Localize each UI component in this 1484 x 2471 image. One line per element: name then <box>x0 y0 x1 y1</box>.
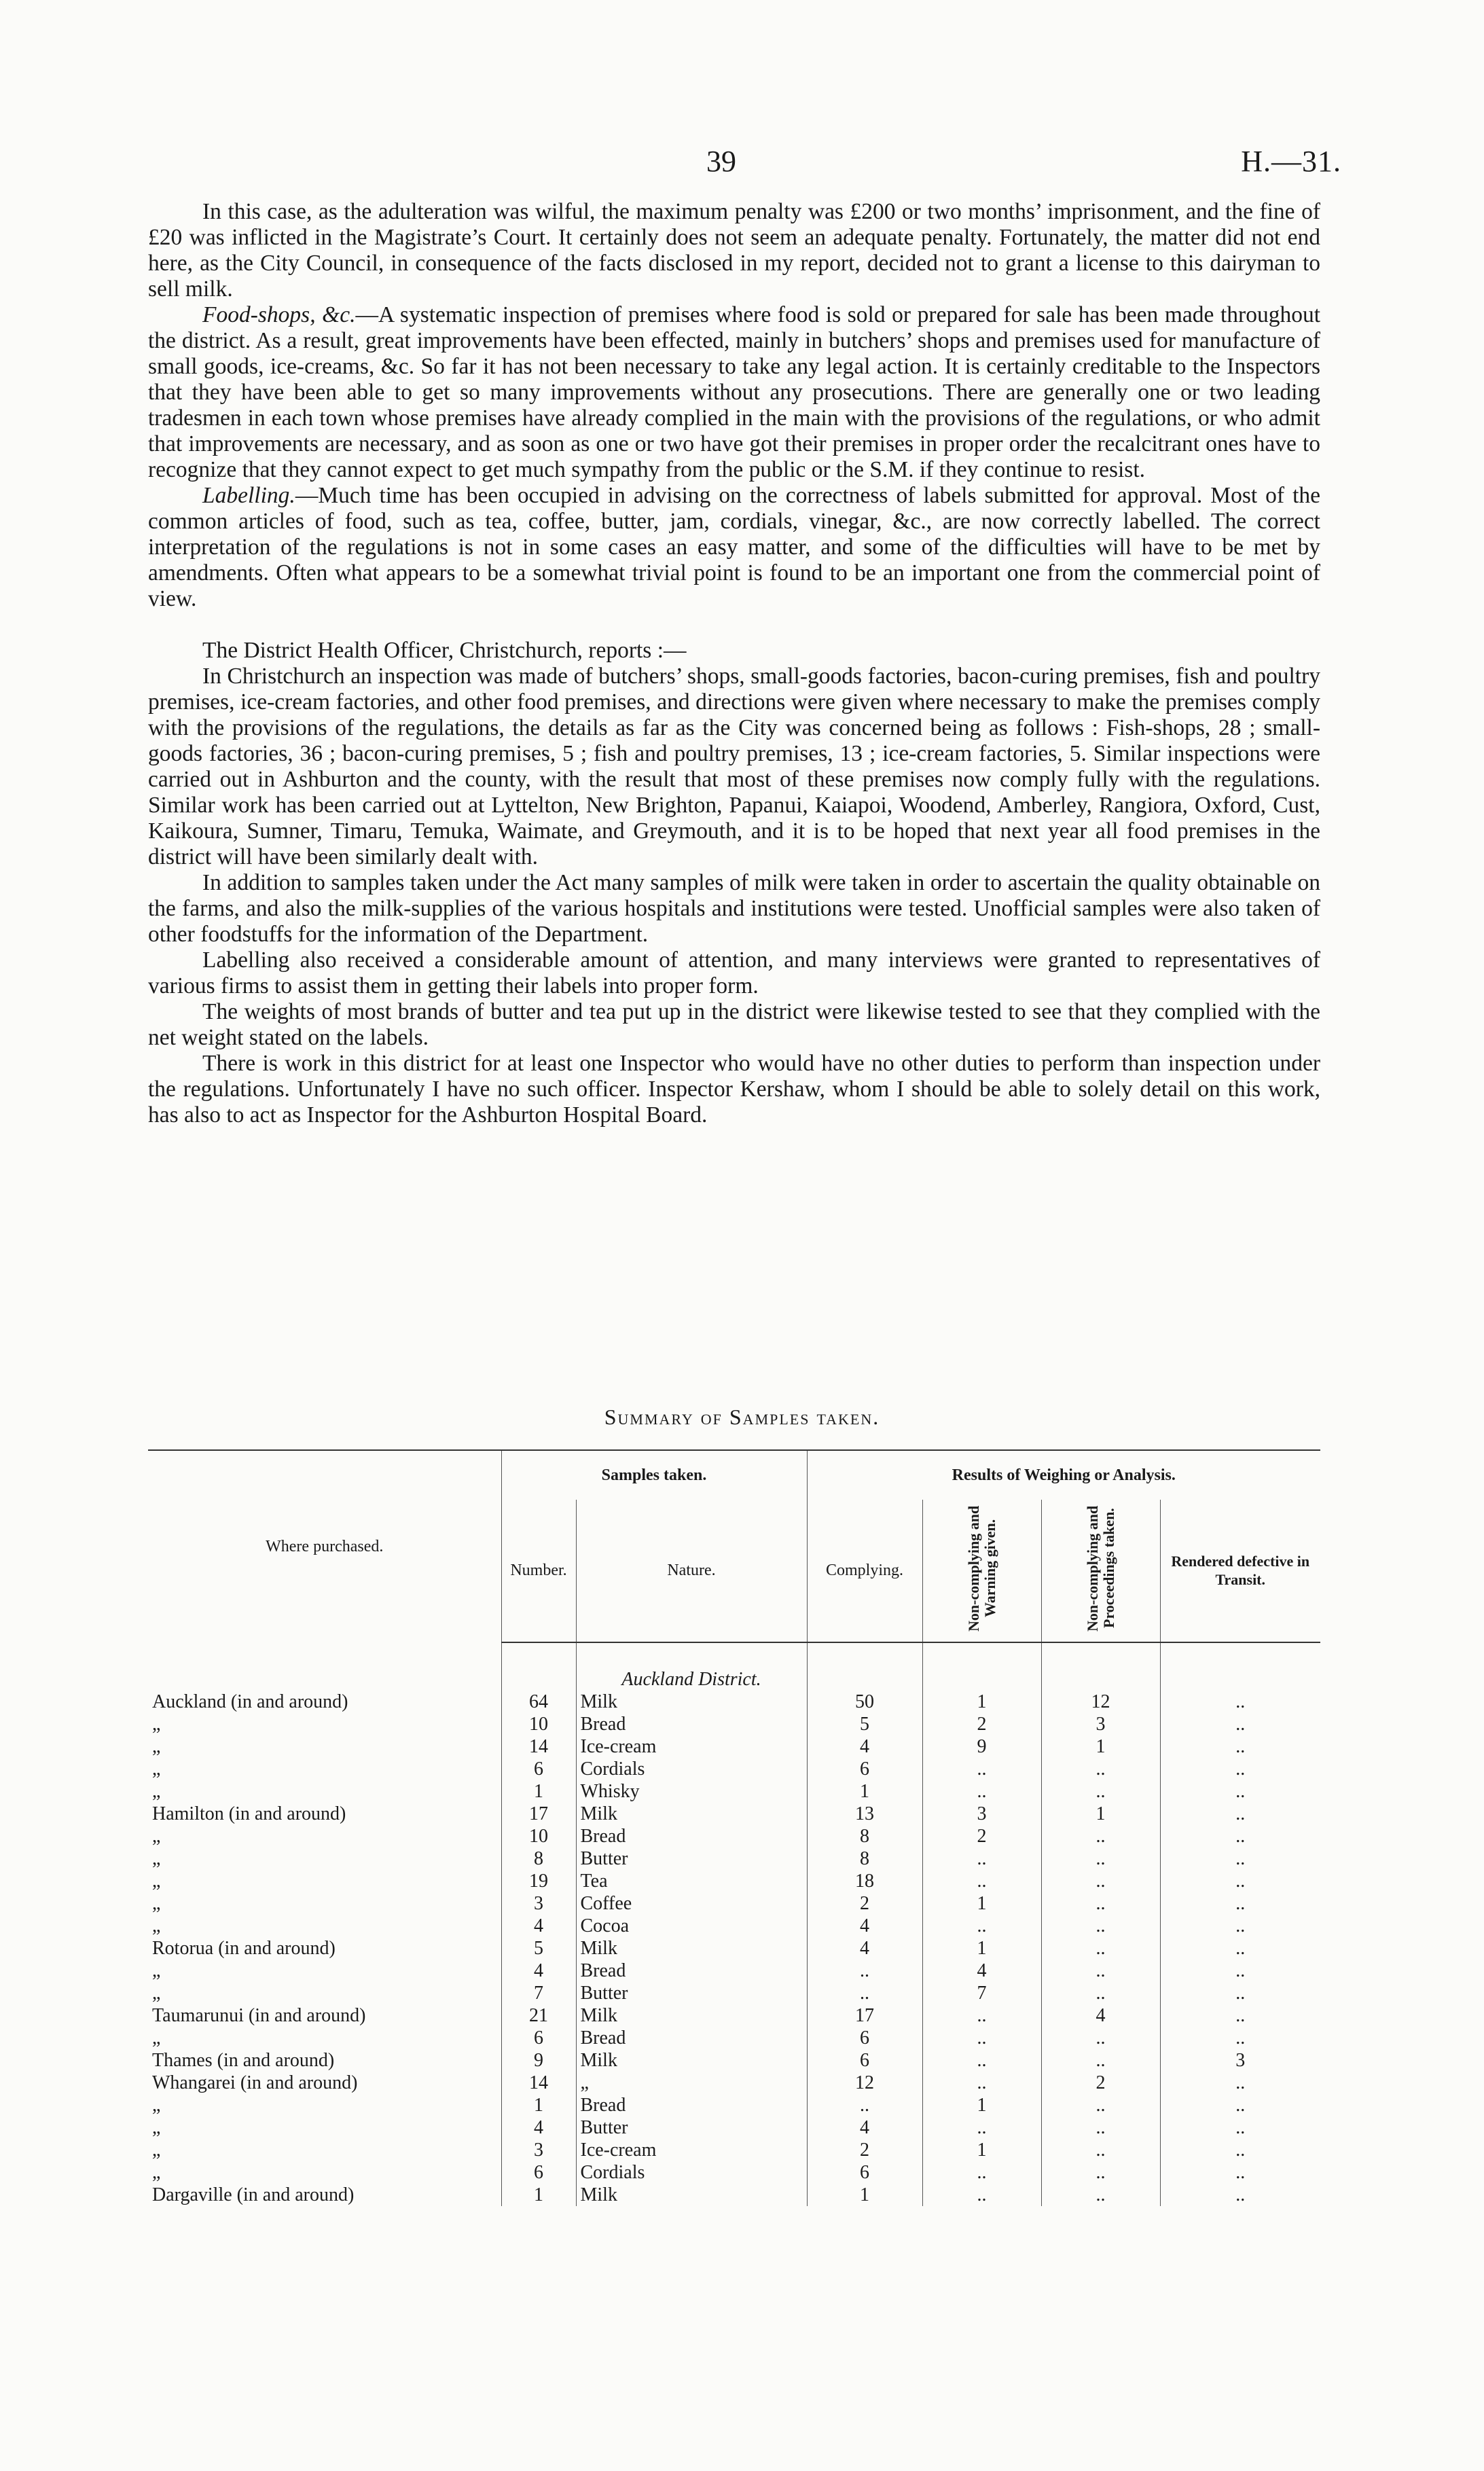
proceedings-cell: 2 <box>1041 2072 1160 2094</box>
nature-cell: Milk <box>576 1937 807 1960</box>
warning-cell: 1 <box>922 1691 1041 1713</box>
food-shops-text: —A systematic inspection of premises where food is sold or prepared for sale has been made throughout the district. As a result, great improvements have been effected, mainly in butchers’ shops and premises used for manufacture of small goods, ice-creams, &c. So far it has not been necessary to take any legal action. It is certainly creditable to the Inspectors that they have been able to get so many improvements without any prosecutions. There are generally one or two leading tradesmen in each town whose premises have already complied in the main with the provisions of the regulations, or who admit that improvements are necessary, and as soon as one or two have got their premises in proper order the recalcitrant ones have to recognize that they cannot expect to get much sympathy from the public or the S.M. if they continue to resist. <box>148 302 1320 482</box>
warning-cell: 3 <box>922 1803 1041 1825</box>
where-purchased-cell: „ <box>152 2116 161 2138</box>
labelling-text: —Much time has been occupied in advising on the correctness of labels submitted for approval. Most of the common articles of food, such as tea, coffee, butter, jam, cordials, vinegar, &c., are now correctly labelled. The correct interpretation of the regulations is not in some cases an easy matter, and some of the difficulties will have to be met by amendments. Often what appears to be a somewhat trivial point is found to be an important one from the commercial point of view. <box>148 483 1320 611</box>
table-row <box>148 2004 1320 2027</box>
where-purchased-cell: Whangarei (in and around) <box>152 2072 358 2093</box>
paragraph-weights: The weights of most brands of butter and tea put up in the district were likewise tested to see that they complied with the net weight stated on the labels. <box>148 999 1320 1050</box>
report-body <box>148 199 1320 1128</box>
header-where-purchased: Where purchased. <box>148 1450 501 1642</box>
proceedings-cell: .. <box>1041 1915 1160 1937</box>
number-cell: 1 <box>501 2094 576 2116</box>
defective-cell: .. <box>1160 1960 1320 1982</box>
table-row <box>148 1735 1320 1758</box>
district-label: Auckland District. <box>576 1642 807 1691</box>
defective-cell: .. <box>1160 1780 1320 1803</box>
proceedings-cell: .. <box>1041 2094 1160 2116</box>
number-cell: 1 <box>501 2184 576 2206</box>
proceedings-cell: .. <box>1041 2139 1160 2161</box>
complying-cell: 18 <box>807 1870 922 1892</box>
table-row <box>148 1713 1320 1735</box>
number-cell: 64 <box>501 1691 576 1713</box>
where-purchased-cell: Taumarunui (in and around) <box>152 2004 366 2026</box>
table-row <box>148 2184 1320 2206</box>
where-purchased-cell: „ <box>152 2094 161 2116</box>
table-row <box>148 1780 1320 1803</box>
table-row <box>148 1892 1320 1915</box>
table-row <box>148 1758 1320 1780</box>
where-purchased-cell: Hamilton (in and around) <box>152 1803 346 1824</box>
table-row <box>148 1982 1320 2004</box>
complying-cell: .. <box>807 2094 922 2116</box>
complying-cell: .. <box>807 1960 922 1982</box>
table-body <box>148 1642 1320 2206</box>
complying-cell: 13 <box>807 1803 922 1825</box>
where-purchased-cell: „ <box>152 2027 161 2049</box>
complying-cell: 2 <box>807 1892 922 1915</box>
number-cell: 4 <box>501 1960 576 1982</box>
nature-cell: Milk <box>576 2004 807 2027</box>
number-cell: 14 <box>501 1735 576 1758</box>
header-warning: Non-complying and Warning given. <box>922 1500 1041 1642</box>
warning-cell: 1 <box>922 2094 1041 2116</box>
defective-cell: .. <box>1160 2004 1320 2027</box>
header-results: Results of Weighing or Analysis. <box>807 1450 1320 1500</box>
paragraph-penalty: In this case, as the adulteration was wilful, the maximum penalty was £200 or two months’ imprisonment, and the fine of £20 was inflicted in the Magistrate’s Court. It certainly does not seem an adequate penalty. Fortunately, the matter did not end here, as the City Council, in consequence of the facts disclosed in my report, decided not to grant a license to this dairyman to sell milk. <box>148 199 1320 302</box>
nature-cell: Butter <box>576 2116 807 2139</box>
warning-cell: .. <box>922 1758 1041 1780</box>
where-purchased-cell: „ <box>152 2139 161 2161</box>
complying-cell: 1 <box>807 2184 922 2206</box>
complying-cell: 8 <box>807 1847 922 1870</box>
district-row <box>148 1642 1320 1691</box>
table-row <box>148 2139 1320 2161</box>
header-proceedings: Non-complying and Proceedings taken. <box>1041 1500 1160 1642</box>
warning-cell: .. <box>922 1780 1041 1803</box>
number-cell: 4 <box>501 2116 576 2139</box>
proceedings-cell: 1 <box>1041 1803 1160 1825</box>
complying-cell: 4 <box>807 1937 922 1960</box>
food-shops-heading: Food-shops, &c. <box>202 302 356 327</box>
where-purchased-cell: „ <box>152 1780 161 1802</box>
number-cell: 10 <box>501 1713 576 1735</box>
where-purchased-cell: Dargaville (in and around) <box>152 2184 355 2205</box>
header-number: Number. <box>501 1500 576 1642</box>
defective-cell: .. <box>1160 1892 1320 1915</box>
defective-cell: .. <box>1160 1825 1320 1847</box>
paragraph-milk-samples: In addition to samples taken under the Act many samples of milk were taken in order to ascertain the quality obtainable on the farms, and also the milk-supplies of the various hospitals and institutions were tested. Unofficial samples were also taken of other foodstuffs for the information of the Department. <box>148 870 1320 947</box>
complying-cell: 4 <box>807 2116 922 2139</box>
warning-cell: 1 <box>922 2139 1041 2161</box>
warning-cell: 1 <box>922 1892 1041 1915</box>
defective-cell: .. <box>1160 1870 1320 1892</box>
defective-cell: .. <box>1160 2139 1320 2161</box>
proceedings-cell: .. <box>1041 1847 1160 1870</box>
table-row <box>148 1960 1320 1982</box>
complying-cell: 17 <box>807 2004 922 2027</box>
nature-cell: Butter <box>576 1847 807 1870</box>
where-purchased-cell: „ <box>152 1735 161 1757</box>
proceedings-cell: 4 <box>1041 2004 1160 2027</box>
samples-table <box>148 1449 1320 2206</box>
defective-cell: .. <box>1160 1915 1320 1937</box>
nature-cell: Cordials <box>576 1758 807 1780</box>
where-purchased-cell: Rotorua (in and around) <box>152 1937 336 1959</box>
number-cell: 6 <box>501 2027 576 2049</box>
proceedings-cell: .. <box>1041 1870 1160 1892</box>
summary-title: Summary of Samples taken. <box>604 1405 880 1429</box>
proceedings-cell: .. <box>1041 1825 1160 1847</box>
paragraph-labelling-attention: Labelling also received a considerable amount of attention, and many interviews were granted to representatives of various firms to assist them in getting their labels into proper form. <box>148 948 1320 998</box>
paragraph-labelling <box>148 483 1320 612</box>
proceedings-cell: .. <box>1041 2184 1160 2206</box>
page-header <box>0 144 1484 185</box>
defective-cell: .. <box>1160 1691 1320 1713</box>
proceedings-cell: 1 <box>1041 1735 1160 1758</box>
defective-cell: .. <box>1160 2027 1320 2049</box>
nature-cell: Milk <box>576 1691 807 1713</box>
nature-cell: Milk <box>576 1803 807 1825</box>
warning-cell: 1 <box>922 1937 1041 1960</box>
complying-cell: 4 <box>807 1915 922 1937</box>
proceedings-cell: .. <box>1041 1758 1160 1780</box>
warning-cell: 9 <box>922 1735 1041 1758</box>
defective-cell: .. <box>1160 2094 1320 2116</box>
warning-cell: 4 <box>922 1960 1041 1982</box>
proceedings-cell: .. <box>1041 1937 1160 1960</box>
table-row <box>148 1803 1320 1825</box>
defective-cell: .. <box>1160 2184 1320 2206</box>
complying-cell: 8 <box>807 1825 922 1847</box>
warning-cell: .. <box>922 2184 1041 2206</box>
paragraph-food-shops <box>148 302 1320 483</box>
warning-cell: .. <box>922 2004 1041 2027</box>
warning-cell: .. <box>922 2161 1041 2184</box>
number-cell: 3 <box>501 2139 576 2161</box>
nature-cell: Bread <box>576 2027 807 2049</box>
where-purchased-cell: „ <box>152 1847 161 1869</box>
proceedings-cell: 12 <box>1041 1691 1160 1713</box>
proceedings-cell: 3 <box>1041 1713 1160 1735</box>
proceedings-cell: .. <box>1041 1892 1160 1915</box>
complying-cell: 6 <box>807 2027 922 2049</box>
nature-cell: Ice-cream <box>576 2139 807 2161</box>
number-cell: 8 <box>501 1847 576 1870</box>
where-purchased-cell: „ <box>152 1713 161 1735</box>
defective-cell: .. <box>1160 1735 1320 1758</box>
number-cell: 1 <box>501 1780 576 1803</box>
number-cell: 6 <box>501 2161 576 2184</box>
number-cell: 21 <box>501 2004 576 2027</box>
number-cell: 7 <box>501 1982 576 2004</box>
paragraph-christchurch-inspection: In Christchurch an inspection was made of butchers’ shops, small-goods factories, bacon-curing premises, fish and poultry premises, ice-cream factories, and other food premises, and directions were given where necessary to make the premises comply with the provisions of the regulations, the details as far as the City was concerned being as follows : Fish-shops, 28 ; small-goods factories, 36 ; bacon-curing premises, 5 ; fish and poultry premises, 13 ; ice-cream factories, 5. Similar inspections were carried out in Ashburton and the county, with the result that most of these premises now comply fully with the regulations. Similar work has been carried out at Lyttelton, New Brighton, Papanui, Kaiapoi, Woodend, Amberley, Rangiora, Oxford, Cust, Kaikoura, Sumner, Timaru, Temuka, Waimate, and Greymouth, and it is to be hoped that next year all food premises in the district will have been similarly dealt with. <box>148 664 1320 869</box>
warning-cell: .. <box>922 2116 1041 2139</box>
table-row <box>148 1691 1320 1713</box>
table-row <box>148 1825 1320 1847</box>
proceedings-cell: .. <box>1041 2049 1160 2072</box>
proceedings-cell: .. <box>1041 2161 1160 2184</box>
header-nature: Nature. <box>576 1500 807 1642</box>
labelling-heading: Labelling. <box>202 483 295 508</box>
warning-cell: 2 <box>922 1713 1041 1735</box>
nature-cell: Cordials <box>576 2161 807 2184</box>
where-purchased-cell: „ <box>152 1825 161 1847</box>
complying-cell: 50 <box>807 1691 922 1713</box>
where-purchased-cell: „ <box>152 2161 161 2183</box>
complying-cell: 1 <box>807 1780 922 1803</box>
table-row <box>148 2161 1320 2184</box>
table-row <box>148 2094 1320 2116</box>
where-purchased-cell: Auckland (in and around) <box>152 1691 348 1712</box>
nature-cell: „ <box>576 2072 807 2094</box>
nature-cell: Tea <box>576 1870 807 1892</box>
nature-cell: Bread <box>576 1713 807 1735</box>
where-purchased-cell: Thames (in and around) <box>152 2049 335 2071</box>
table-row <box>148 1915 1320 1937</box>
number-cell: 9 <box>501 2049 576 2072</box>
paper-reference: H.—31. <box>1241 145 1341 178</box>
table-row <box>148 2116 1320 2139</box>
header-samples-taken: Samples taken. <box>501 1450 807 1500</box>
complying-cell: .. <box>807 1982 922 2004</box>
defective-cell: .. <box>1160 2072 1320 2094</box>
defective-cell: .. <box>1160 1803 1320 1825</box>
where-purchased-cell: „ <box>152 1960 161 1981</box>
where-purchased-cell: „ <box>152 1982 161 2004</box>
where-purchased-cell: „ <box>152 1892 161 1914</box>
proceedings-cell: .. <box>1041 1982 1160 2004</box>
nature-cell: Milk <box>576 2049 807 2072</box>
nature-cell: Milk <box>576 2184 807 2206</box>
proceedings-cell: .. <box>1041 1780 1160 1803</box>
number-cell: 14 <box>501 2072 576 2094</box>
defective-cell: .. <box>1160 2161 1320 2184</box>
table-row <box>148 1870 1320 1892</box>
table-row <box>148 2027 1320 2049</box>
defective-cell: .. <box>1160 1982 1320 2004</box>
complying-cell: 6 <box>807 2049 922 2072</box>
defective-cell: .. <box>1160 1937 1320 1960</box>
warning-cell: 2 <box>922 1825 1041 1847</box>
proceedings-cell: .. <box>1041 1960 1160 1982</box>
warning-cell: 7 <box>922 1982 1041 2004</box>
number-cell: 5 <box>501 1937 576 1960</box>
warning-cell: .. <box>922 1915 1041 1937</box>
where-purchased-cell: „ <box>152 1870 161 1892</box>
number-cell: 10 <box>501 1825 576 1847</box>
defective-cell: .. <box>1160 1847 1320 1870</box>
warning-cell: .. <box>922 2027 1041 2049</box>
defective-cell: 3 <box>1160 2049 1320 2072</box>
nature-cell: Coffee <box>576 1892 807 1915</box>
paragraph-inspector: There is work in this district for at least one Inspector who would have no other duties to perform than inspection under the regulations. Unfortunately I have no such officer. Inspector Kershaw, whom I should be able to solely detail on this work, has also to act as Inspector for the Ashburton Hospital Board. <box>148 1051 1320 1128</box>
complying-cell: 6 <box>807 2161 922 2184</box>
nature-cell: Whisky <box>576 1780 807 1803</box>
table-row <box>148 2049 1320 2072</box>
proceedings-cell: .. <box>1041 2027 1160 2049</box>
nature-cell: Ice-cream <box>576 1735 807 1758</box>
warning-cell: .. <box>922 1847 1041 1870</box>
warning-cell: .. <box>922 2072 1041 2094</box>
table-row <box>148 1937 1320 1960</box>
nature-cell: Bread <box>576 2094 807 2116</box>
warning-cell: .. <box>922 1870 1041 1892</box>
number-cell: 6 <box>501 1758 576 1780</box>
proceedings-cell: .. <box>1041 2116 1160 2139</box>
complying-cell: 2 <box>807 2139 922 2161</box>
page-number: 39 <box>706 145 736 178</box>
header-complying: Complying. <box>807 1500 922 1642</box>
nature-cell: Bread <box>576 1960 807 1982</box>
where-purchased-cell: „ <box>152 1915 161 1936</box>
number-cell: 3 <box>501 1892 576 1915</box>
number-cell: 4 <box>501 1915 576 1937</box>
defective-cell: .. <box>1160 1758 1320 1780</box>
number-cell: 17 <box>501 1803 576 1825</box>
warning-cell: .. <box>922 2049 1041 2072</box>
paragraph-christchurch-intro: The District Health Officer, Christchurch, reports :— <box>202 638 687 663</box>
complying-cell: 12 <box>807 2072 922 2094</box>
defective-cell: .. <box>1160 1713 1320 1735</box>
complying-cell: 5 <box>807 1713 922 1735</box>
nature-cell: Butter <box>576 1982 807 2004</box>
header-defective: Rendered defective in Transit. <box>1160 1500 1320 1642</box>
nature-cell: Bread <box>576 1825 807 1847</box>
table-row <box>148 2072 1320 2094</box>
nature-cell: Cocoa <box>576 1915 807 1937</box>
table-row <box>148 1847 1320 1870</box>
defective-cell: .. <box>1160 2116 1320 2139</box>
number-cell: 19 <box>501 1870 576 1892</box>
where-purchased-cell: „ <box>152 1758 161 1780</box>
complying-cell: 4 <box>807 1735 922 1758</box>
complying-cell: 6 <box>807 1758 922 1780</box>
